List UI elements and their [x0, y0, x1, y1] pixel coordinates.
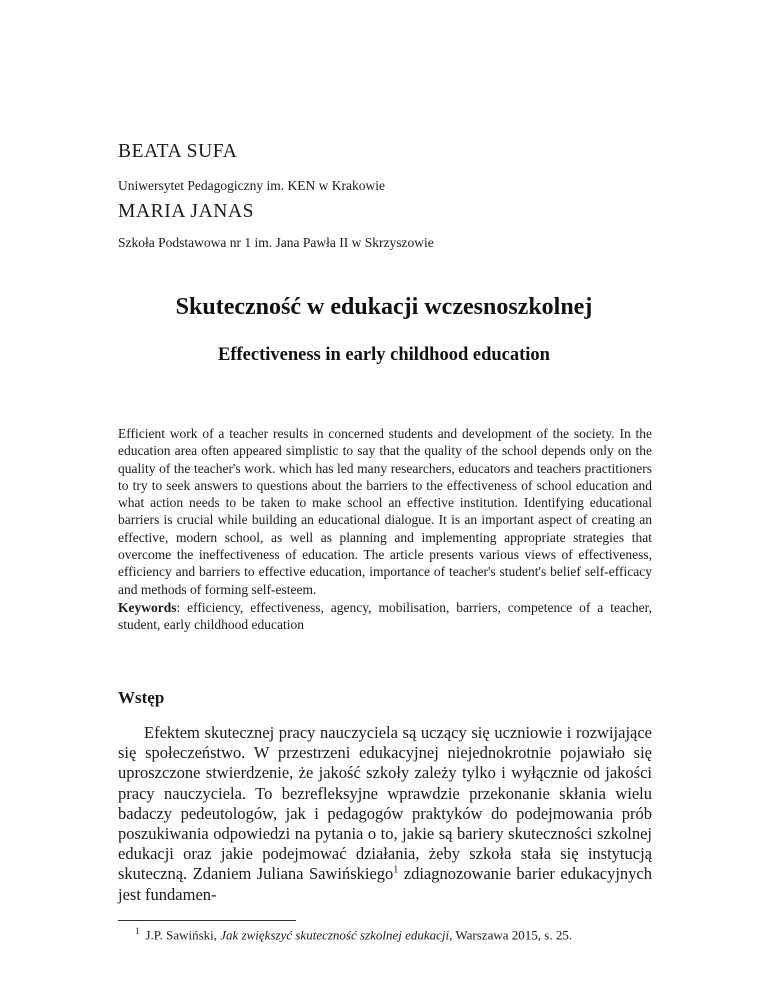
article-title: Skuteczność w edukacji wczesnoszkolnej	[175, 294, 593, 320]
article-subtitle-english: Effectiveness in early childhood education	[218, 345, 550, 365]
footnote-reference[interactable]: 1	[393, 864, 399, 876]
footnote-divider	[118, 920, 296, 921]
keywords-label: Keywords	[118, 600, 177, 615]
author-affiliation: Uniwersytet Pedagogiczny im. KEN w Krakowie	[118, 178, 385, 193]
footnote-title: Jak zwiększyć skuteczność szkolnej edukacji	[220, 927, 450, 943]
body-text-continued: zdiagnozowanie barier edukacyjnych jest fundamen-	[118, 864, 652, 904]
footnote	[135, 926, 572, 943]
keywords-text: : efficiency, effectiveness, agency, mobilisation, barriers, competence of a teacher, student, early childhood education	[118, 600, 652, 633]
body-paragraph	[118, 723, 652, 905]
footnote-rest: , Warszawa 2015, s. 25.	[449, 927, 573, 943]
body-text: Efektem skutecznej pracy nauczyciela są uczący się uczniowie i rozwijające się społeczeństwo. W przestrzeni edukacyjnej niejednokrotnie pojawiało się uproszczone stwierdzenie, że jakość szkoły zależy tylko i wyłącznie od jakości pracy nauczyciela. To bezrefleksyjne wprawdzie przekonanie skłania wielu badaczy pedeutologów, jak i pedagogów praktyków do podejmowania prób poszukiwania odpowiedzi na pytania o to, jakie są bariery skuteczności szkolnej edukacji oraz jakie podejmować działania, żeby szkoła stała się instytucją skuteczną. Zdaniem Juliana Sawińskiego	[118, 723, 652, 884]
abstract: Efficient work of a teacher results in concerned students and development of the society. In the education area often appeared simplistic to say that the quality of the school depends only on the quality of the teacher's work. which has led many researchers, educators and teachers practitioners to try to seek answers to questions about the barriers to the effectiveness of school education and what action needs to be taken to make school an effective institution. Identifying educational barriers is crucial while building an educational dialogue. It is an important aspect of creating an effective, modern school, as well as planning and implementing appropriate strategies that overcome the ineffectiveness of education. The article presents various views of effectiveness, efficiency and barriers to effective education, importance of teacher's student's belief self-efficacy and methods of forming self-esteem.	[118, 426, 652, 597]
author-affiliation: Szkoła Podstawowa nr 1 im. Jana Pawła II w Skrzyszowie	[118, 235, 434, 250]
author-name: MARIA JANAS	[118, 201, 255, 222]
footnote-author: J.P. Sawiński,	[145, 927, 221, 943]
keywords	[118, 599, 652, 634]
footnote-number: 1	[135, 926, 140, 936]
author-name: BEATA SUFA	[118, 141, 238, 162]
section-heading: Wstęp	[118, 688, 165, 707]
